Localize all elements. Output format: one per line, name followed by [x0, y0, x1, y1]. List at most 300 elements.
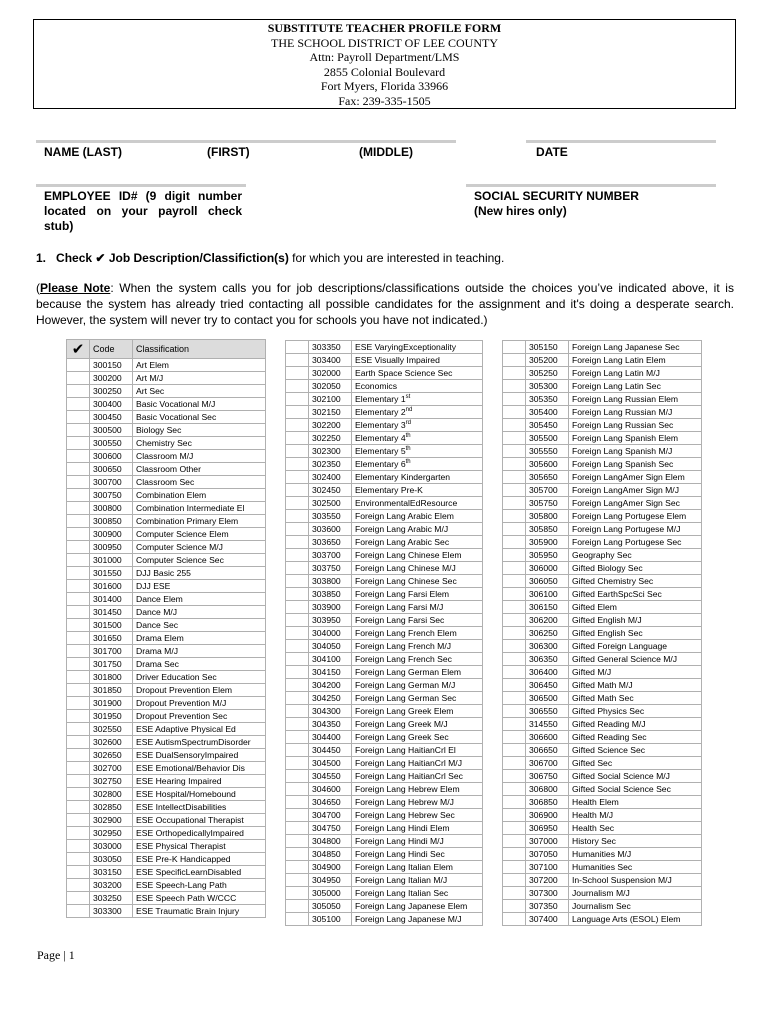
- table-row: [67, 684, 266, 697]
- classification-cell: Gifted English M/J: [569, 614, 702, 627]
- check-cell[interactable]: [503, 575, 526, 588]
- code-cell: 300600: [90, 450, 133, 463]
- code-cell: 307300: [526, 887, 569, 900]
- check-cell[interactable]: [67, 606, 90, 619]
- code-cell: 306900: [526, 809, 569, 822]
- classification-cell: History Sec: [569, 835, 702, 848]
- check-cell[interactable]: [67, 827, 90, 840]
- table-row: [286, 523, 483, 536]
- code-cell: 304300: [309, 705, 352, 718]
- check-cell[interactable]: [286, 913, 309, 926]
- check-cell[interactable]: [286, 458, 309, 471]
- code-cell: 300400: [90, 398, 133, 411]
- code-header: Code: [90, 340, 133, 359]
- check-cell[interactable]: [503, 354, 526, 367]
- check-cell[interactable]: [503, 718, 526, 731]
- check-cell[interactable]: [503, 731, 526, 744]
- check-cell[interactable]: [286, 731, 309, 744]
- employee-id-label: EMPLOYEE ID# (9 digit number located on your payroll check stub): [44, 189, 242, 233]
- classification-cell: Journalism M/J: [569, 887, 702, 900]
- table-row: [286, 471, 483, 484]
- table-row: [503, 822, 702, 835]
- check-cell[interactable]: [286, 692, 309, 705]
- check-cell[interactable]: [67, 385, 90, 398]
- table-row: [67, 450, 266, 463]
- code-cell: 305250: [526, 367, 569, 380]
- check-cell[interactable]: [503, 705, 526, 718]
- table-row: [286, 848, 483, 861]
- code-cell: 303850: [309, 588, 352, 601]
- check-cell[interactable]: [67, 710, 90, 723]
- check-cell[interactable]: [503, 510, 526, 523]
- classification-cell: Combination Elem: [133, 489, 266, 502]
- classification-cell: Foreign Lang Arabic Elem: [352, 510, 483, 523]
- check-cell[interactable]: [503, 744, 526, 757]
- check-cell[interactable]: [286, 848, 309, 861]
- date-label: DATE: [536, 145, 568, 159]
- classification-cell: Elementary 2nd: [352, 406, 483, 419]
- code-cell: 302350: [309, 458, 352, 471]
- table-row: [503, 835, 702, 848]
- check-cell[interactable]: [67, 567, 90, 580]
- classification-cell: Foreign Lang Japanese M/J: [352, 913, 483, 926]
- classification-cell: Gifted English Sec: [569, 627, 702, 640]
- code-cell: 303350: [309, 341, 352, 354]
- check-cell[interactable]: [503, 419, 526, 432]
- note-label: Please Note: [40, 281, 111, 295]
- ssn-label: SOCIAL SECURITY NUMBER: [474, 189, 639, 203]
- check-cell[interactable]: [67, 762, 90, 775]
- check-cell[interactable]: [286, 549, 309, 562]
- code-cell: 304500: [309, 757, 352, 770]
- check-cell[interactable]: [67, 411, 90, 424]
- check-cell[interactable]: [503, 393, 526, 406]
- code-cell: 305550: [526, 445, 569, 458]
- code-cell: 305150: [526, 341, 569, 354]
- check-cell[interactable]: [67, 463, 90, 476]
- code-cell: 303550: [309, 510, 352, 523]
- code-cell: 301700: [90, 645, 133, 658]
- table-row: [286, 666, 483, 679]
- check-cell[interactable]: [286, 393, 309, 406]
- check-cell[interactable]: [503, 783, 526, 796]
- code-cell: 302550: [90, 723, 133, 736]
- check-cell[interactable]: [67, 671, 90, 684]
- code-cell: 303900: [309, 601, 352, 614]
- middle-name-label: (MIDDLE): [359, 145, 413, 159]
- check-cell[interactable]: [286, 471, 309, 484]
- check-cell[interactable]: [67, 424, 90, 437]
- classification-cell: Foreign Lang Farsi M/J: [352, 601, 483, 614]
- table-row: [286, 588, 483, 601]
- check-cell[interactable]: [286, 341, 309, 354]
- check-cell[interactable]: [503, 757, 526, 770]
- table-row: [67, 736, 266, 749]
- classification-cell: Dance M/J: [133, 606, 266, 619]
- table-row: [67, 853, 266, 866]
- check-cell[interactable]: [67, 775, 90, 788]
- check-cell[interactable]: [503, 627, 526, 640]
- check-cell[interactable]: [286, 523, 309, 536]
- check-cell[interactable]: [503, 679, 526, 692]
- table-row: [67, 710, 266, 723]
- classification-cell: Gifted Reading Sec: [569, 731, 702, 744]
- check-cell[interactable]: [286, 809, 309, 822]
- code-cell: 302700: [90, 762, 133, 775]
- check-cell[interactable]: [286, 510, 309, 523]
- check-cell[interactable]: [503, 380, 526, 393]
- classification-cell: Dropout Prevention M/J: [133, 697, 266, 710]
- table-row: [67, 515, 266, 528]
- code-cell: 306250: [526, 627, 569, 640]
- check-cell[interactable]: [67, 541, 90, 554]
- header-line-fax: Fax: 239-335-1505: [338, 93, 431, 108]
- table-row: [286, 445, 483, 458]
- check-cell[interactable]: [286, 432, 309, 445]
- classification-table-3: [502, 340, 702, 926]
- classification-cell: ESE SpecificLearnDisabled: [133, 866, 266, 879]
- code-cell: 300250: [90, 385, 133, 398]
- check-cell[interactable]: [503, 796, 526, 809]
- code-cell: 305500: [526, 432, 569, 445]
- classification-table-1: [66, 339, 266, 918]
- code-cell: 304350: [309, 718, 352, 731]
- code-cell: 302650: [90, 749, 133, 762]
- check-cell[interactable]: [67, 372, 90, 385]
- check-cell[interactable]: [503, 445, 526, 458]
- check-cell[interactable]: [503, 913, 526, 926]
- check-cell[interactable]: [286, 640, 309, 653]
- table-row: [286, 783, 483, 796]
- code-cell: 304850: [309, 848, 352, 861]
- check-cell[interactable]: [286, 653, 309, 666]
- classification-cell: Chemistry Sec: [133, 437, 266, 450]
- code-cell: 303750: [309, 562, 352, 575]
- classification-cell: Foreign Lang Greek M/J: [352, 718, 483, 731]
- check-cell[interactable]: [503, 484, 526, 497]
- check-cell[interactable]: [286, 718, 309, 731]
- classification-cell: Drama Sec: [133, 658, 266, 671]
- check-cell[interactable]: [503, 458, 526, 471]
- code-cell: 300150: [90, 359, 133, 372]
- check-cell[interactable]: [503, 874, 526, 887]
- check-cell[interactable]: [503, 770, 526, 783]
- check-cell[interactable]: [67, 632, 90, 645]
- table-row: [503, 536, 702, 549]
- code-cell: 303950: [309, 614, 352, 627]
- check-cell[interactable]: [67, 593, 90, 606]
- table-row: [503, 471, 702, 484]
- classification-cell: Gifted Social Science Sec: [569, 783, 702, 796]
- classification-cell: Gifted Math M/J: [569, 679, 702, 692]
- check-cell[interactable]: [67, 879, 90, 892]
- checkmark-icon: ✔: [71, 341, 85, 358]
- check-cell[interactable]: [67, 749, 90, 762]
- classification-cell: Health Sec: [569, 822, 702, 835]
- check-cell[interactable]: [503, 471, 526, 484]
- check-cell[interactable]: [503, 640, 526, 653]
- classification-cell: Foreign Lang German M/J: [352, 679, 483, 692]
- check-cell[interactable]: [286, 796, 309, 809]
- check-cell[interactable]: [286, 744, 309, 757]
- check-cell[interactable]: [286, 614, 309, 627]
- code-cell: 301650: [90, 632, 133, 645]
- classification-cell: Elementary 3rd: [352, 419, 483, 432]
- check-cell[interactable]: [286, 354, 309, 367]
- code-cell: 303700: [309, 549, 352, 562]
- check-cell[interactable]: [67, 814, 90, 827]
- code-cell: 302850: [90, 801, 133, 814]
- code-cell: 302200: [309, 419, 352, 432]
- check-cell[interactable]: [67, 658, 90, 671]
- check-cell[interactable]: [67, 515, 90, 528]
- code-cell: 300850: [90, 515, 133, 528]
- table-row: [67, 866, 266, 879]
- check-cell[interactable]: [286, 835, 309, 848]
- check-cell[interactable]: [286, 497, 309, 510]
- check-cell[interactable]: [67, 398, 90, 411]
- check-cell[interactable]: [67, 476, 90, 489]
- code-cell: 305700: [526, 484, 569, 497]
- classification-cell: Foreign Lang Hindi M/J: [352, 835, 483, 848]
- instruction-check-word: Check: [56, 251, 93, 265]
- classification-cell: Foreign Lang Chinese M/J: [352, 562, 483, 575]
- check-cell[interactable]: [503, 601, 526, 614]
- table-row: [67, 476, 266, 489]
- classification-cell: Foreign Lang Italian Sec: [352, 887, 483, 900]
- code-cell: 300700: [90, 476, 133, 489]
- code-cell: 301600: [90, 580, 133, 593]
- check-cell[interactable]: [503, 367, 526, 380]
- check-cell[interactable]: [286, 666, 309, 679]
- check-cell[interactable]: [286, 445, 309, 458]
- check-cell[interactable]: [503, 861, 526, 874]
- table-row: [67, 411, 266, 424]
- check-cell[interactable]: [67, 359, 90, 372]
- check-cell[interactable]: [286, 575, 309, 588]
- classification-cell: ESE AutismSpectrumDisorder: [133, 736, 266, 749]
- check-cell[interactable]: [503, 887, 526, 900]
- checkmark-icon: ✔: [95, 251, 106, 265]
- code-cell: 305050: [309, 900, 352, 913]
- classification-cell: Basic Vocational M/J: [133, 398, 266, 411]
- check-cell[interactable]: [67, 697, 90, 710]
- check-cell[interactable]: [67, 723, 90, 736]
- check-cell[interactable]: [503, 835, 526, 848]
- table-row: [503, 354, 702, 367]
- classification-cell: Foreign Lang Russian M/J: [569, 406, 702, 419]
- check-cell[interactable]: [503, 900, 526, 913]
- check-cell[interactable]: [286, 757, 309, 770]
- date-rule: [526, 140, 716, 143]
- check-cell[interactable]: [503, 549, 526, 562]
- check-cell[interactable]: [503, 523, 526, 536]
- classification-cell: ESE Hearing Impaired: [133, 775, 266, 788]
- code-cell: 304200: [309, 679, 352, 692]
- check-cell[interactable]: [67, 437, 90, 450]
- check-cell[interactable]: [286, 588, 309, 601]
- check-cell[interactable]: [67, 801, 90, 814]
- table-row: [503, 796, 702, 809]
- table-row: [67, 723, 266, 736]
- code-cell: 302900: [90, 814, 133, 827]
- classification-cell: Foreign Lang Russian Sec: [569, 419, 702, 432]
- code-cell: 304700: [309, 809, 352, 822]
- code-cell: 305300: [526, 380, 569, 393]
- classification-cell: ESE Pre-K Handicapped: [133, 853, 266, 866]
- classification-cell: Foreign Lang Latin Sec: [569, 380, 702, 393]
- check-cell[interactable]: [503, 614, 526, 627]
- classification-cell: Foreign Lang Arabic Sec: [352, 536, 483, 549]
- code-cell: 305000: [309, 887, 352, 900]
- code-cell: 305750: [526, 497, 569, 510]
- check-cell[interactable]: [67, 645, 90, 658]
- table-row: [286, 640, 483, 653]
- check-cell[interactable]: [67, 489, 90, 502]
- table-row: [503, 497, 702, 510]
- check-cell[interactable]: [286, 627, 309, 640]
- classification-cell: Art Elem: [133, 359, 266, 372]
- table-row: [67, 359, 266, 372]
- check-cell[interactable]: [67, 619, 90, 632]
- check-cell[interactable]: [503, 822, 526, 835]
- employee-id-rule: [36, 184, 246, 187]
- check-cell[interactable]: [503, 497, 526, 510]
- check-cell[interactable]: [286, 783, 309, 796]
- check-cell[interactable]: [503, 341, 526, 354]
- check-cell[interactable]: [503, 588, 526, 601]
- check-cell[interactable]: [67, 840, 90, 853]
- check-cell[interactable]: [286, 419, 309, 432]
- table-row: [286, 692, 483, 705]
- table-row: [503, 484, 702, 497]
- table-row: [286, 419, 483, 432]
- classification-cell: Foreign Lang German Sec: [352, 692, 483, 705]
- code-cell: 306050: [526, 575, 569, 588]
- check-cell[interactable]: [286, 679, 309, 692]
- check-cell[interactable]: [67, 866, 90, 879]
- check-cell[interactable]: [503, 692, 526, 705]
- check-cell[interactable]: [286, 562, 309, 575]
- check-cell[interactable]: [67, 892, 90, 905]
- table-row: [503, 627, 702, 640]
- check-cell[interactable]: [286, 484, 309, 497]
- classification-cell: Dropout Prevention Sec: [133, 710, 266, 723]
- code-cell: 305600: [526, 458, 569, 471]
- check-cell[interactable]: [67, 450, 90, 463]
- table-row: [503, 380, 702, 393]
- classification-cell: Foreign Lang German Elem: [352, 666, 483, 679]
- code-cell: 301850: [90, 684, 133, 697]
- check-cell[interactable]: [503, 562, 526, 575]
- check-cell[interactable]: [286, 770, 309, 783]
- check-cell[interactable]: [503, 653, 526, 666]
- check-cell[interactable]: [67, 580, 90, 593]
- table-row: [503, 887, 702, 900]
- code-cell: 304050: [309, 640, 352, 653]
- classification-cell: Gifted EarthSpcSci Sec: [569, 588, 702, 601]
- check-cell[interactable]: [286, 536, 309, 549]
- check-cell[interactable]: [67, 554, 90, 567]
- check-cell[interactable]: [286, 601, 309, 614]
- check-cell[interactable]: [286, 705, 309, 718]
- check-cell[interactable]: [503, 432, 526, 445]
- check-cell[interactable]: [503, 809, 526, 822]
- classification-cell: Drama Elem: [133, 632, 266, 645]
- check-cell[interactable]: [503, 406, 526, 419]
- table-row: [286, 744, 483, 757]
- classification-cell: Foreign Lang French Elem: [352, 627, 483, 640]
- check-cell[interactable]: [503, 536, 526, 549]
- code-cell: 305200: [526, 354, 569, 367]
- instruction-bold: Job Description/Classifiction(s): [108, 251, 289, 265]
- check-cell[interactable]: [67, 788, 90, 801]
- classification-cell: Foreign Lang Japanese Sec: [569, 341, 702, 354]
- classification-cell: Gifted Math Sec: [569, 692, 702, 705]
- code-cell: 306400: [526, 666, 569, 679]
- check-cell[interactable]: [286, 406, 309, 419]
- check-cell[interactable]: [67, 502, 90, 515]
- code-cell: 305900: [526, 536, 569, 549]
- classification-cell: Humanities M/J: [569, 848, 702, 861]
- check-cell[interactable]: [503, 848, 526, 861]
- check-cell[interactable]: [503, 666, 526, 679]
- check-cell[interactable]: [286, 874, 309, 887]
- please-note: (Please Note: When the system calls you for job descriptions/classifications outside the choices you’ve indicated above, it is because the system has already tried contacting all possible candidates for the assignment and it's doing a desperate search. However, the system will never try to contact you for schools you have not indicated.): [36, 281, 734, 327]
- classification-cell: Foreign Lang HaitianCrl Sec: [352, 770, 483, 783]
- check-cell[interactable]: [67, 684, 90, 697]
- table-row: [503, 588, 702, 601]
- name-rule: [36, 140, 456, 143]
- classification-cell: ESE Speech-Lang Path: [133, 879, 266, 892]
- check-cell[interactable]: [67, 528, 90, 541]
- classification-cell: Journalism Sec: [569, 900, 702, 913]
- classification-cell: ESE VaryingExceptionality: [352, 341, 483, 354]
- table-row: [286, 536, 483, 549]
- check-cell[interactable]: [286, 380, 309, 393]
- classification-cell: ESE Physical Therapist: [133, 840, 266, 853]
- check-cell[interactable]: [286, 887, 309, 900]
- classification-cell: DJJ Basic 255: [133, 567, 266, 580]
- table-row: [286, 705, 483, 718]
- table-row: [503, 783, 702, 796]
- check-cell[interactable]: [67, 905, 90, 918]
- code-cell: 306450: [526, 679, 569, 692]
- header-line-attn: Attn: Payroll Department/LMS: [309, 50, 460, 65]
- table-row: [286, 484, 483, 497]
- check-cell[interactable]: [286, 822, 309, 835]
- code-cell: 306750: [526, 770, 569, 783]
- classification-cell: Gifted Sec: [569, 757, 702, 770]
- check-cell[interactable]: [286, 900, 309, 913]
- code-cell: 303600: [309, 523, 352, 536]
- classification-cell: Art Sec: [133, 385, 266, 398]
- classification-cell: Gifted Physics Sec: [569, 705, 702, 718]
- check-cell[interactable]: [67, 736, 90, 749]
- code-cell: 306000: [526, 562, 569, 575]
- classification-cell: Biology Sec: [133, 424, 266, 437]
- classification-cell: Foreign Lang Spanish Elem: [569, 432, 702, 445]
- check-cell[interactable]: [286, 367, 309, 380]
- table-row: [286, 835, 483, 848]
- check-cell[interactable]: [286, 861, 309, 874]
- instruction-number: 1.: [36, 251, 47, 265]
- code-cell: 302000: [309, 367, 352, 380]
- classification-cell: Foreign Lang Greek Elem: [352, 705, 483, 718]
- classification-cell: Combination Intermediate El: [133, 502, 266, 515]
- table-row: [286, 601, 483, 614]
- check-cell[interactable]: [67, 853, 90, 866]
